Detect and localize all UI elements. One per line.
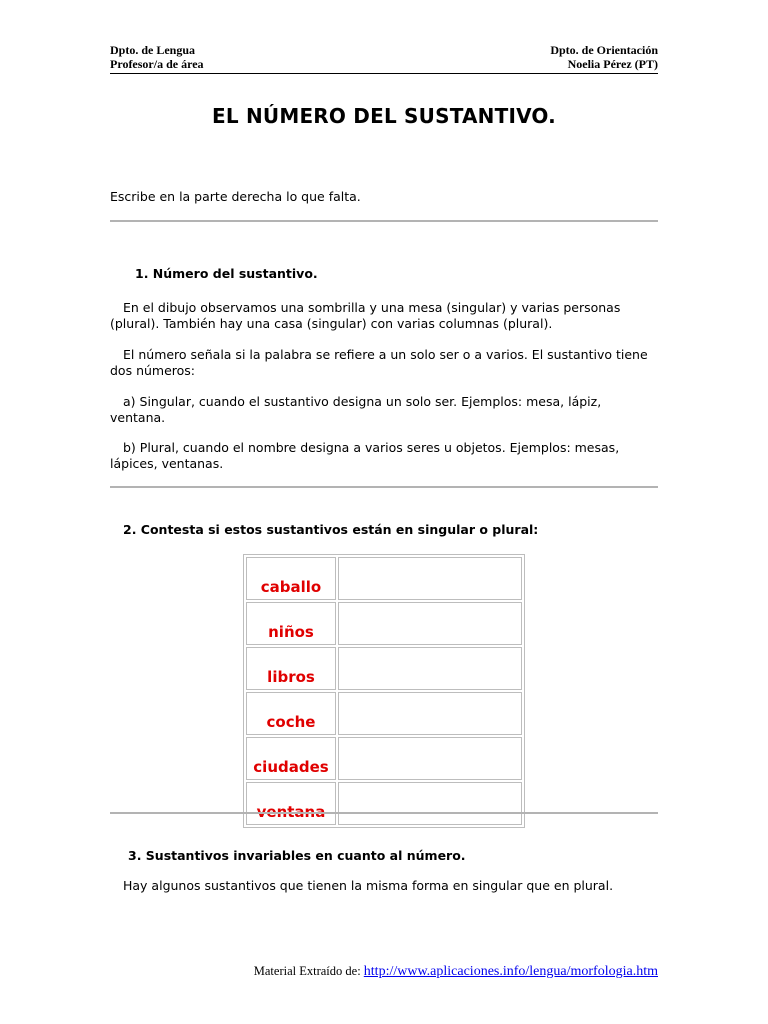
word-cell: ventana [246, 782, 336, 825]
words-table [243, 554, 525, 828]
word-cell: niños [246, 602, 336, 645]
table-row [246, 647, 522, 690]
word-cell: coche [246, 692, 336, 735]
divider-1 [110, 220, 658, 222]
header-author: Noelia Pérez (PT) [567, 57, 658, 71]
header-rule [110, 73, 658, 74]
section1-heading: 1. Número del sustantivo. [135, 266, 318, 281]
table-row [246, 782, 522, 825]
answer-cell[interactable] [338, 602, 522, 645]
header-orientation: Dpto. de Orientación [550, 43, 658, 57]
table-row [246, 692, 522, 735]
answer-cell[interactable] [338, 737, 522, 780]
header-right [550, 43, 658, 71]
instruction-text: Escribe en la parte derecha lo que falta. [110, 189, 361, 204]
header-left [110, 43, 204, 71]
divider-3 [110, 812, 658, 814]
answer-cell[interactable] [338, 782, 522, 825]
section3-heading: 3. Sustantivos invariables en cuanto al número. [128, 848, 466, 863]
footer-label: Material Extraído de: [253, 964, 361, 978]
word-cell: ciudades [246, 737, 336, 780]
section1-paragraph-3: a) Singular, cuando el sustantivo designa un solo ser. Ejemplos: mesa, lápiz, ventana. [110, 394, 602, 425]
word-cell: caballo [246, 557, 336, 600]
answer-cell[interactable] [338, 557, 522, 600]
section1-paragraph-2: El número señala si la palabra se refiere a un solo ser o a varios. El sustantivo tiene dos números: [110, 347, 648, 378]
section2-heading: 2. Contesta si estos sustantivos están en singular o plural: [123, 522, 539, 537]
section1-paragraph-4: b) Plural, cuando el nombre designa a varios seres u objetos. Ejemplos: mesas, lápices, ventanas. [110, 440, 620, 471]
answer-cell[interactable] [338, 692, 522, 735]
word-cell: libros [246, 647, 336, 690]
table-row [246, 602, 522, 645]
page-title: EL NÚMERO DEL SUSTANTIVO. [212, 104, 556, 128]
footer [254, 964, 658, 980]
section1-paragraph-1: En el dibujo observamos una sombrilla y una mesa (singular) y varias personas (plural). También hay una casa (singular) con varias columnas (plural). [110, 300, 621, 331]
table-row [246, 557, 522, 600]
source-link[interactable]: http://www.aplicaciones.info/lengua/morfologia.htm [363, 964, 658, 979]
answer-cell[interactable] [338, 647, 522, 690]
header-teacher: Profesor/a de área [110, 57, 204, 71]
table-row [246, 737, 522, 780]
header-department: Dpto. de Lengua [110, 43, 196, 57]
section3-paragraph-1: Hay algunos sustantivos que tienen la misma forma en singular que en plural. [123, 878, 614, 893]
divider-2 [110, 486, 658, 488]
